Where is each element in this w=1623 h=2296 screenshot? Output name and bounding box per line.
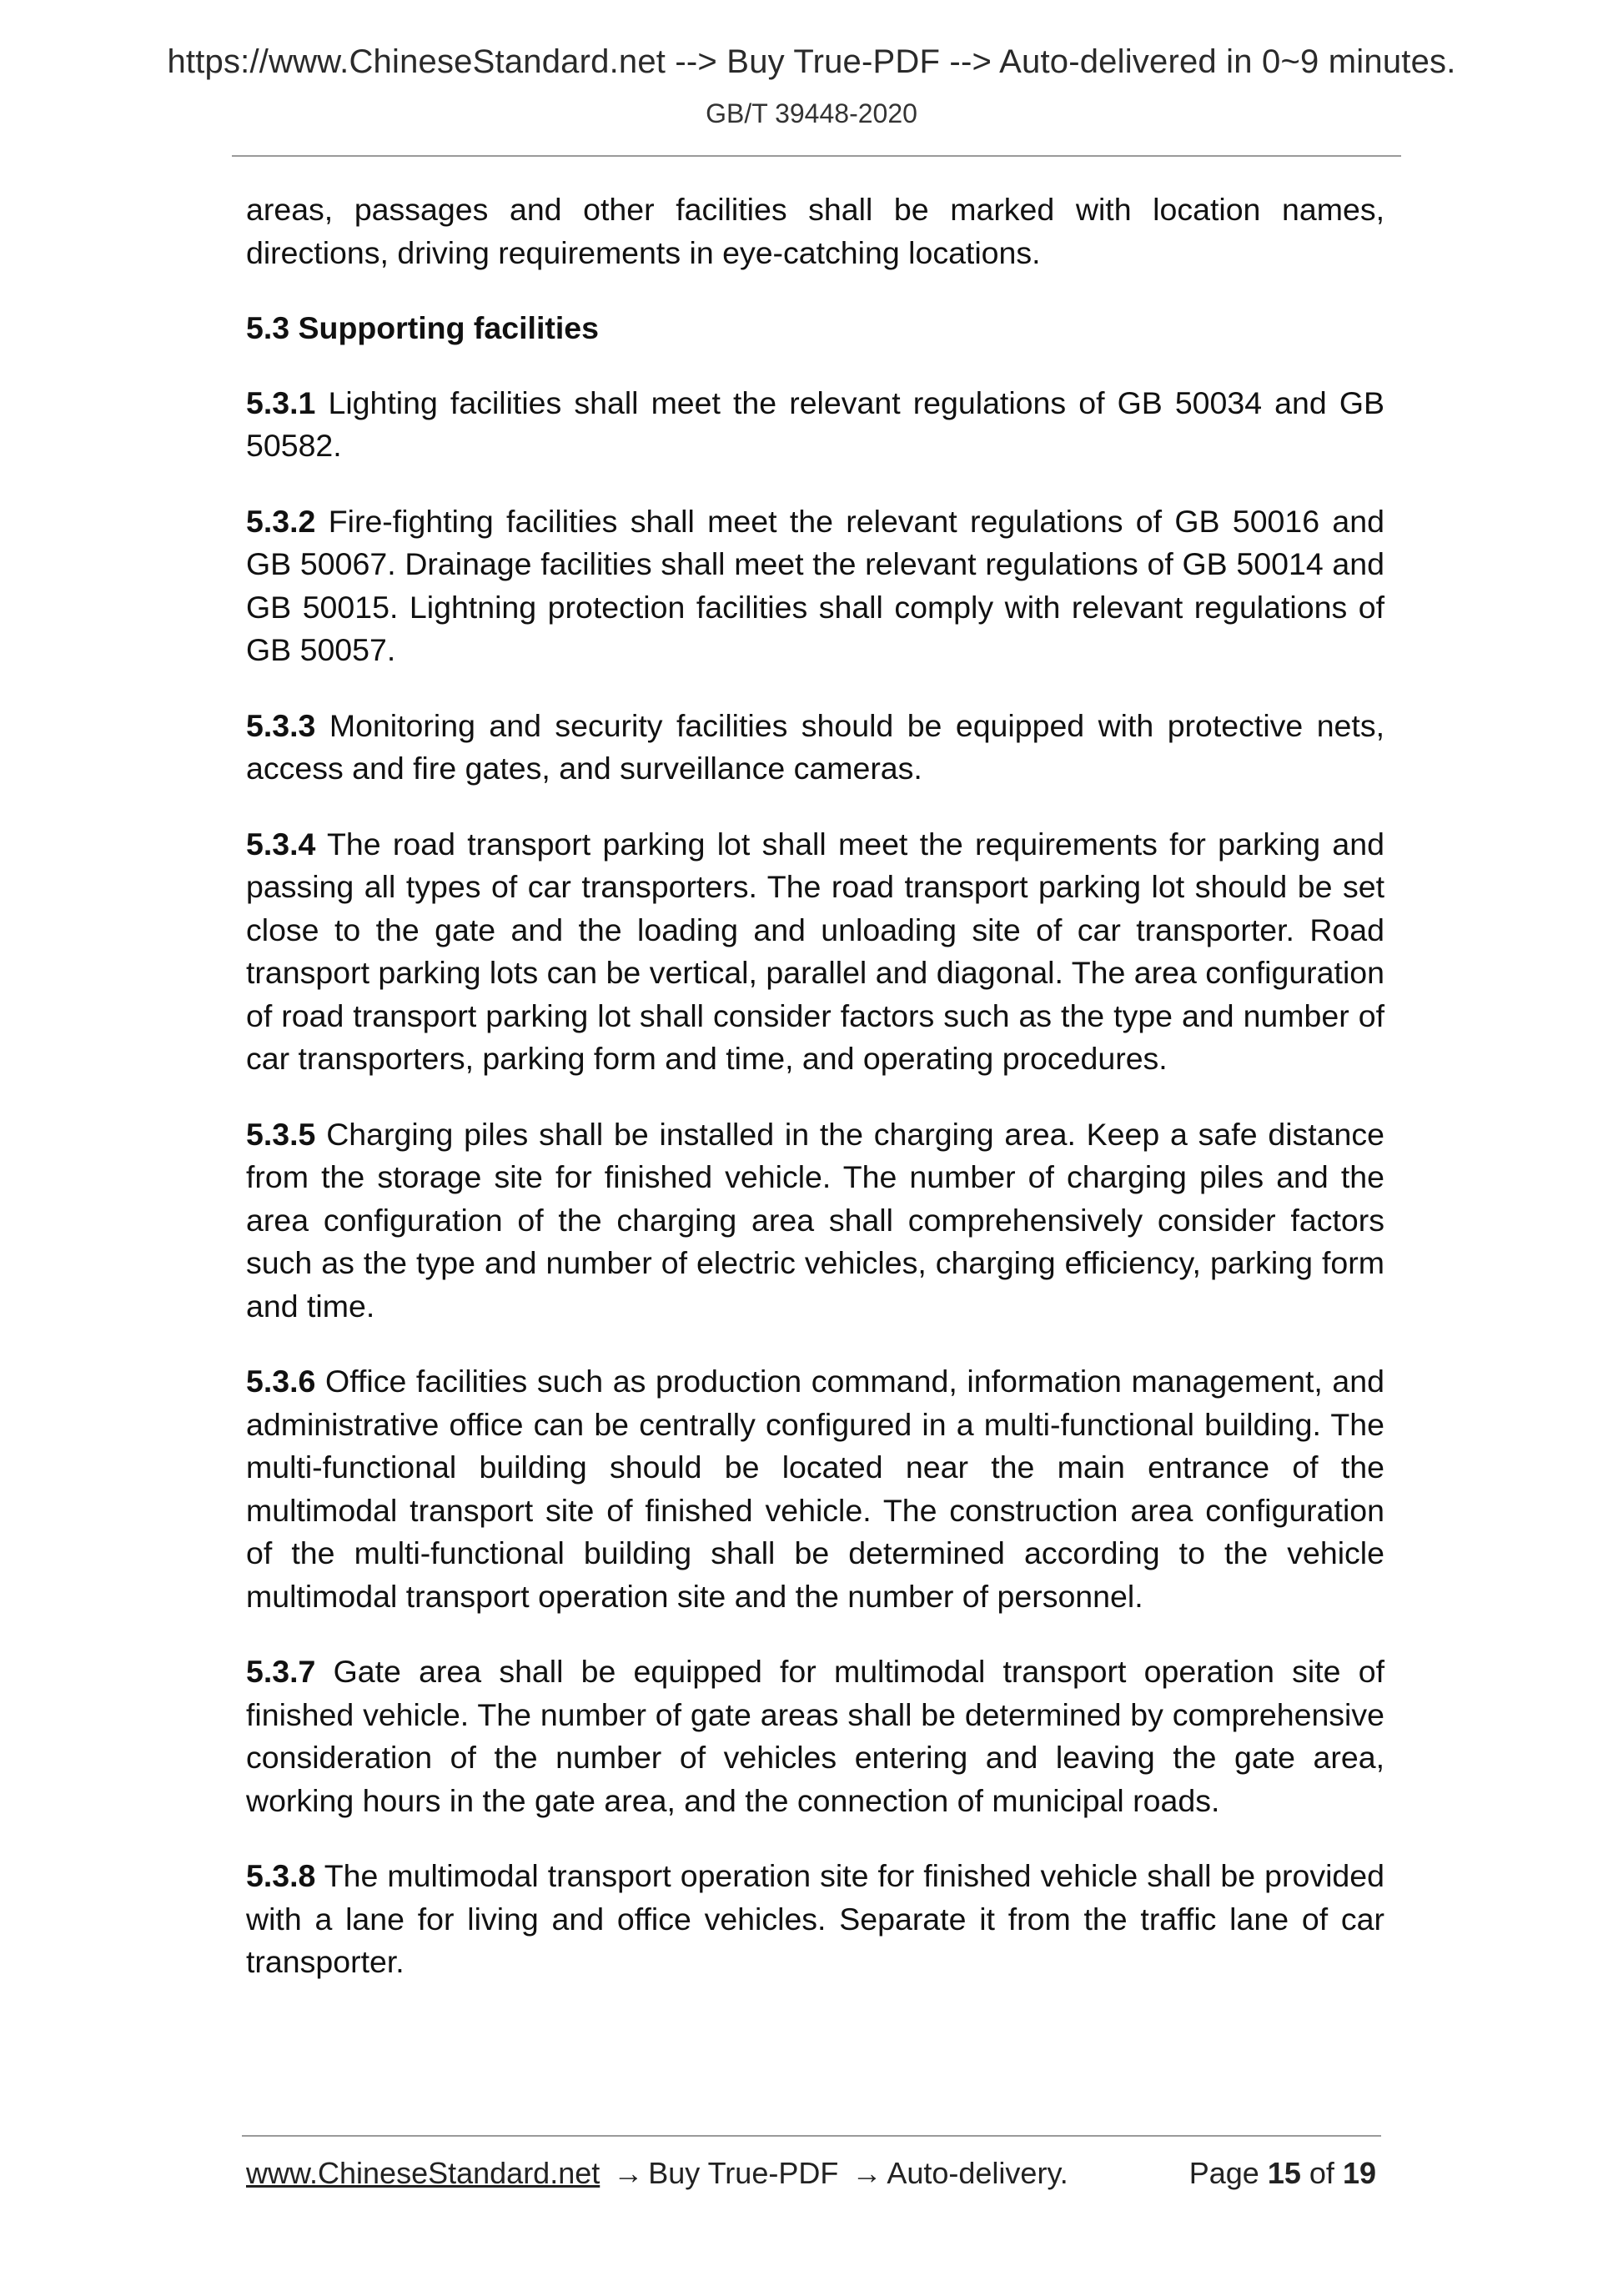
clause-text: Office facilities such as production command, information management, and administrative office can be centrally configured in a multi-functional building. The multi-functional building should be located near the main entrance of the multimodal transport site of finished vehicle. The construction area configuration of the multi-functional building shall be determined according to the vehicle multimodal transport operation site and the number of personnel. xyxy=(246,1364,1384,1614)
clause-text: Fire-fighting facilities shall meet the relevant regulations of GB 50016 and GB 50067. Drainage facilities shall meet the relevant regulations of GB 50014 and GB 50015. Lightning protection facilities shall comply with relevant regulations of GB 50057. xyxy=(246,503,1384,667)
page-label: Page xyxy=(1188,2156,1259,2190)
clause-number: 5.3.5 xyxy=(246,1116,316,1152)
clause-5-3-4 xyxy=(246,823,1384,1081)
of-label: of xyxy=(1309,2156,1334,2190)
clause-5-3-8 xyxy=(246,1855,1384,1984)
document-code: GB/T 39448-2020 xyxy=(706,98,917,128)
buy-text: Buy True-PDF xyxy=(648,2156,839,2190)
clause-number: 5.3.7 xyxy=(246,1654,316,1689)
intro-paragraph: areas, passages and other facilities shall be marked with location names, directions, driving requirements in eye-catching locations. xyxy=(246,192,1384,270)
total-pages: 19 xyxy=(1342,2156,1376,2190)
page-content xyxy=(246,188,1384,2017)
clause-text: Lighting facilities shall meet the relevant regulations of GB 50034 and GB 50582. xyxy=(246,384,1384,463)
header-divider xyxy=(232,155,1401,157)
clause-5-3-2 xyxy=(246,500,1384,672)
clause-number: 5.3.8 xyxy=(246,1858,316,1893)
clause-5-3-7 xyxy=(246,1650,1384,1822)
section-heading: 5.3 Supporting facilities xyxy=(246,310,599,345)
clause-number: 5.3.1 xyxy=(246,384,316,420)
site-link[interactable]: www.ChineseStandard.net xyxy=(246,2156,600,2190)
clause-number: 5.3.6 xyxy=(246,1364,316,1399)
clause-5-3-3 xyxy=(246,705,1384,791)
clause-number: 5.3.2 xyxy=(246,503,316,539)
clause-5-3-1 xyxy=(246,382,1384,468)
arrow-right-icon: → xyxy=(613,2156,644,2190)
current-page: 15 xyxy=(1267,2156,1301,2190)
clause-text: The road transport parking lot shall meet the requirements for parking and passing all types of car transporters. The road transport parking lot should be set close to the gate and the loading and unloading site of car transporter. Road transport parking lots can be vertical, parallel and diagonal. The area configuration of road transport parking lot shall consider factors such as the type and number of car transporters, parking form and time, and operating procedures. xyxy=(246,826,1384,1076)
arrow-right-icon: → xyxy=(852,2156,882,2190)
auto-delivery-text: Auto-delivery. xyxy=(887,2156,1068,2190)
clause-text: The multimodal transport operation site for finished vehicle shall be provided with a lane for living and office vehicles. Separate it from the traffic lane of car transporter. xyxy=(246,1858,1384,1979)
clause-text: Gate area shall be equipped for multimodal transport operation site of finished vehicle. The number of gate areas shall be determined by comprehensive consideration of the number of vehicles entering and leaving the gate area, working hours in the gate area, and the connection of municipal roads. xyxy=(246,1654,1384,1818)
clause-5-3-6 xyxy=(246,1360,1384,1618)
footer-links xyxy=(246,2156,1068,2191)
clause-number: 5.3.3 xyxy=(246,707,316,743)
header-url-banner: https://www.ChineseStandard.net --> Buy True-PDF --> Auto-delivered in 0~9 minutes. xyxy=(167,43,1456,80)
clause-5-3-5 xyxy=(246,1113,1384,1329)
clause-number: 5.3.4 xyxy=(246,826,316,862)
page-number xyxy=(1189,2156,1376,2191)
clause-text: Monitoring and security facilities should be equipped with protective nets, access and fire gates, and surveillance cameras. xyxy=(246,707,1384,786)
clause-text: Charging piles shall be installed in the charging area. Keep a safe distance from the storage site for finished vehicle. The number of charging piles and the area configuration of the charging area shall comprehensively consider factors such as the type and number of electric vehicles, charging efficiency, parking form and time. xyxy=(246,1116,1385,1324)
footer-divider xyxy=(242,2135,1381,2137)
